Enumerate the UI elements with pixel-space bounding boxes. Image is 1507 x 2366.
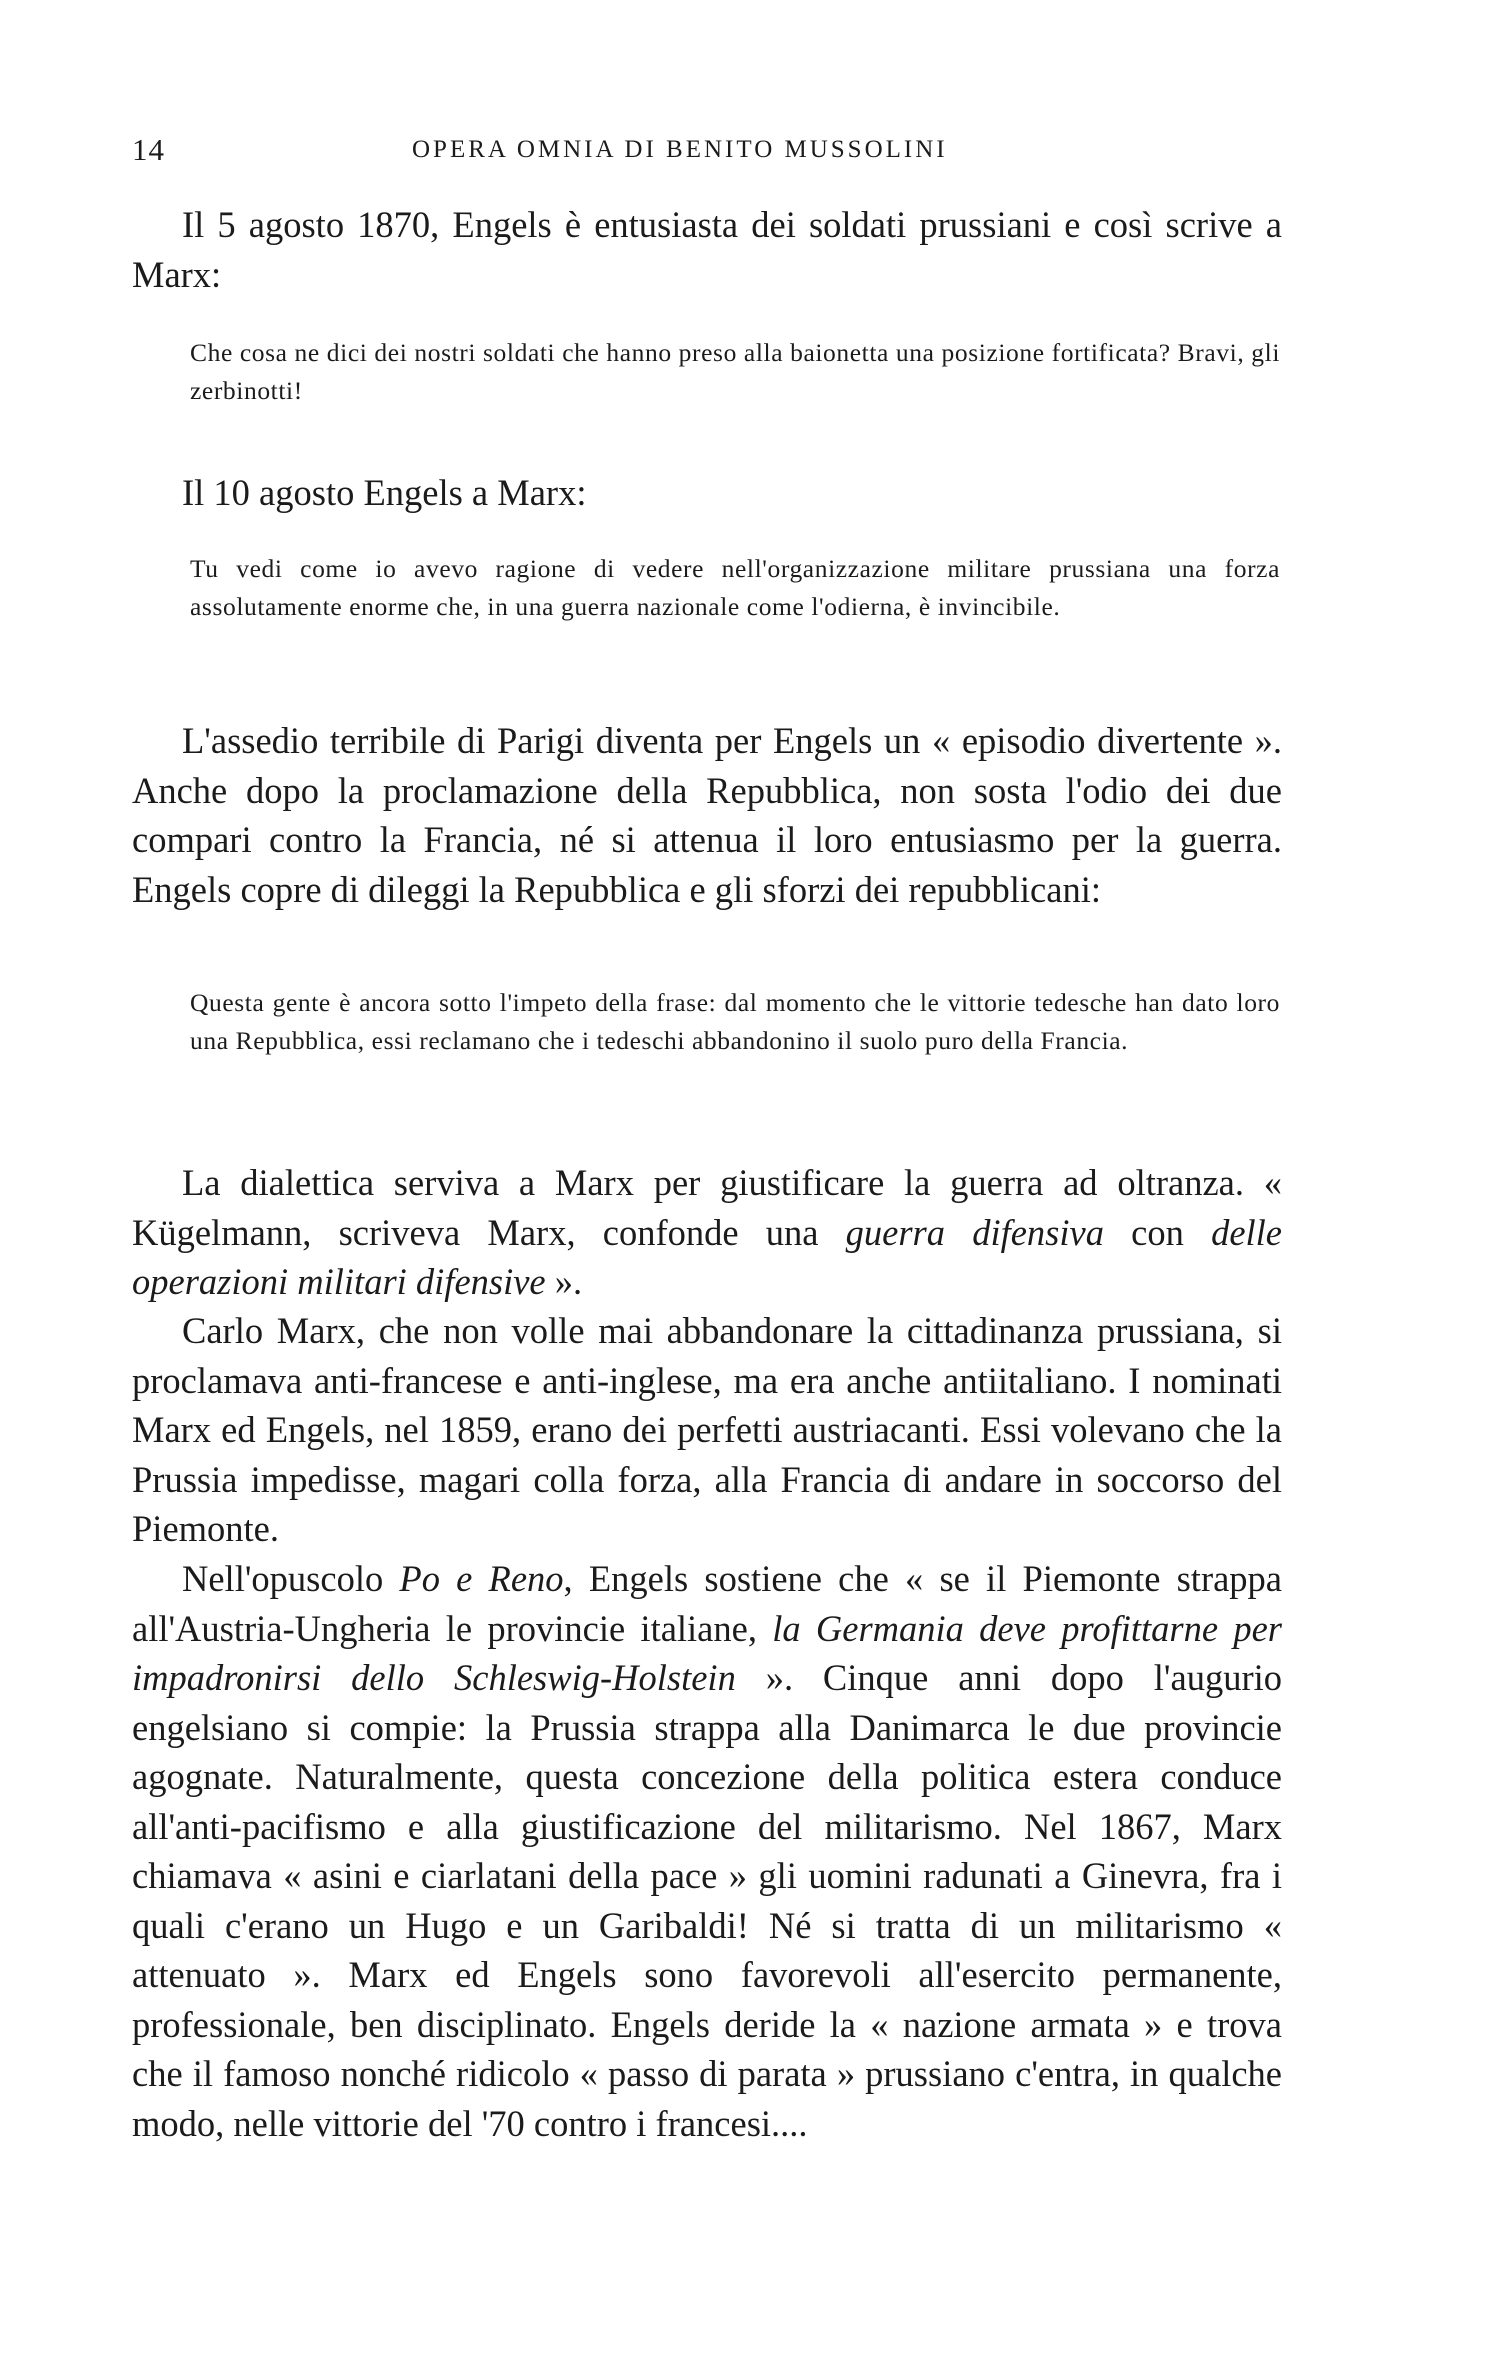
page-number: 14 [132, 132, 165, 167]
page-header [132, 132, 1282, 172]
paragraph-5: Carlo Marx, che non volle mai abbandonare la cittadinanza prussiana, si proclamava anti-francese e anti-inglese, ma era anche antiitaliano. I nominati Marx ed Engels, nel 1859, erano dei perfetti austriacanti. Essi volevano che la Prussia impedisse, magari colla forza, alla Francia di andare in soccorso del Piemonte. [132, 1310, 1282, 1549]
quote-2: Tu vedi come io avevo ragione di vedere nell'organizzazione militare prussiana una forza assolutamente enorme che, in una guerra nazionale come l'odierna, è invincibile. [190, 554, 1280, 621]
paragraph-2: Il 10 agosto Engels a Marx: [182, 472, 587, 513]
paragraph-6-text-a: Nell'opuscolo [182, 1558, 400, 1599]
paragraph-6-text-c: ». Cinque anni dopo l'augurio engelsiano si compie: la Prussia strappa alla Danimarca le due provincie agognate. Naturalmente, questa concezione della politica estera conduce all'anti-pacifismo e alla giustificazione del militarismo. Nel 1867, Marx chiamava « asini e ciarlatani della pace » gli uomini radunati a Ginevra, fra i quali c'erano un Hugo e un Garibaldi! Né si tratta di un militarismo « attenuato ». Marx ed Engels sono favorevoli all'esercito permanente, professionale, ben disciplinato. Engels deride la « nazione armata » e trova che il famoso nonché ridicolo « passo di parata » prussiano c'entra, in qualche modo, nelle vittorie del '70 contro i francesi.... [132, 1657, 1282, 2144]
paragraph-3: L'assedio terribile di Parigi diventa per Engels un « episodio divertente ». Anche dopo la proclamazione della Repubblica, non sosta l'odio dei due compari contro la Francia, né si attenua il loro entusiasmo per la guerra. Engels copre di dileggi la Repubblica e gli sforzi dei repubblicani: [132, 720, 1282, 910]
paragraph-4-text-b: con [1103, 1211, 1212, 1253]
paragraph-4-italic-2: delle operazioni militari difensive [132, 1211, 1282, 1302]
paragraph-6-italic-1: Po e Reno [399, 1558, 564, 1599]
paragraph-6-italic-2: la Germania deve profittarne per impadronirsi dello Schleswig-Holstein [132, 1607, 1282, 1698]
quote-1: Che cosa ne dici dei nostri soldati che hanno preso alla baionetta una posizione fortificata? Bravi, gli zerbinotti! [190, 338, 1280, 405]
paragraph-6-text-b: , Engels sostiene che « se il Piemonte strappa all'Austria-Ungheria le provincie italiane, [132, 1558, 1282, 1649]
paragraph-4-text-a: La dialettica serviva a Marx per giustificare la guerra ad oltranza. « Kügelmann, scriveva Marx, confonde una [132, 1162, 1282, 1253]
paragraph-4 [132, 1158, 1282, 1307]
quote-3: Questa gente è ancora sotto l'impeto della frase: dal momento che le vittorie tedesche han dato loro una Repubblica, essi reclamano che i tedeschi abbandonino il suolo puro della Francia. [190, 988, 1280, 1055]
paragraph-1: Il 5 agosto 1870, Engels è entusiasta dei soldati prussiani e così scrive a Marx: [132, 204, 1282, 295]
paragraph-4-text-c: ». [545, 1261, 583, 1302]
running-title: OPERA OMNIA DI BENITO MUSSOLINI [412, 136, 948, 163]
paragraph-4-italic-1: guerra difensiva [845, 1211, 1104, 1253]
paragraph-6 [132, 1554, 1282, 2148]
